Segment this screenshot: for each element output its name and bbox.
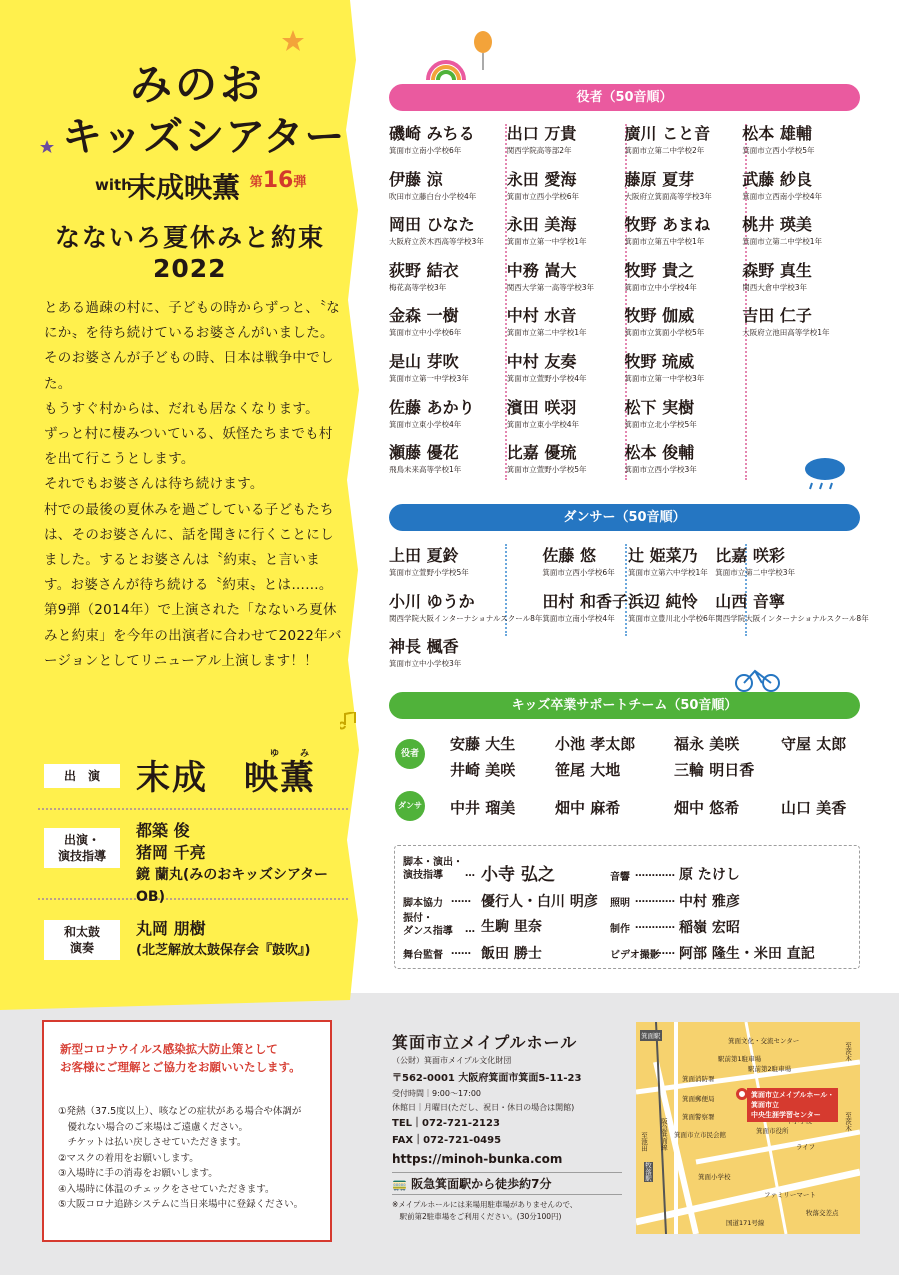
- cast-member: [389, 634, 542, 680]
- cast-member: [625, 167, 743, 213]
- cast-member: [507, 167, 625, 213]
- cast-school: 関西学院大阪インターナショナルスクール8年: [715, 613, 869, 623]
- cast-member: [507, 395, 625, 441]
- fax-value: 072-721-0495: [423, 1135, 502, 1146]
- cast-name: 伊藤 涼: [389, 169, 443, 189]
- venue-address: 〒562-0001 大阪府箕面市箕面5-11-23: [392, 1073, 582, 1084]
- credit-names: [136, 918, 310, 962]
- cast-school: 関西大学第一高等学校3年: [506, 282, 595, 292]
- title-line-2: キッズシアター: [62, 114, 346, 160]
- support-name: 守屋 太郎: [781, 735, 847, 753]
- staff-name: 原 たけし: [679, 867, 740, 883]
- map-label: 牧落駅: [644, 1162, 652, 1182]
- cast-member: [389, 543, 542, 589]
- cast-school: 箕面市立豊川北小学校6年: [628, 613, 716, 623]
- cast-member: [389, 258, 507, 304]
- venue-name: 箕面市立メイプルホール: [392, 1033, 578, 1052]
- cast-member: [625, 258, 743, 304]
- story-text: [44, 296, 344, 674]
- venue-url[interactable]: https://minoh-bunka.com: [392, 1152, 563, 1166]
- closed-label: 休館日: [392, 1103, 416, 1112]
- cast-school: 関西学院高等部2年: [506, 146, 572, 155]
- notice-item: ②マスクの着用をお願いします。: [58, 1152, 199, 1164]
- title-with: with: [95, 176, 132, 194]
- cast-name: 松本 俊輔: [624, 443, 695, 463]
- cast-school: 箕面市立北小学校5年: [624, 419, 697, 429]
- staff-box: [394, 845, 860, 969]
- cast-member: [389, 167, 507, 213]
- cast-school: 箕面市立萱野小学校5年: [506, 465, 587, 475]
- cast-name: 辻 姫菜乃: [628, 546, 698, 565]
- map-label: 阪急箕面線: [660, 1118, 668, 1151]
- cast-member: [742, 349, 860, 395]
- cast-name: 永田 愛海: [506, 169, 577, 189]
- cast-school: 箕面市立西南小学校4年: [742, 191, 823, 201]
- notice-list: [58, 1104, 330, 1213]
- cast-school: 箕面市立第二中学校1年: [742, 237, 823, 247]
- map-label: 至茨木: [844, 1112, 852, 1132]
- notice-item: チケットは払い戻しさせていただきます。: [58, 1137, 247, 1148]
- cast-name: 佐藤 あかり: [389, 397, 475, 417]
- cast-school: 箕面市立萱野小学校5年: [389, 568, 469, 577]
- support-dancers-badge: ダンサー: [395, 791, 425, 821]
- cast-member: [628, 543, 715, 589]
- map-label: 至茨木: [844, 1042, 852, 1062]
- support-name: 中井 瑠美: [450, 799, 516, 817]
- cast-school: 箕面市立中小学校4年: [624, 282, 697, 292]
- credit-ruby: ゆ み: [270, 749, 311, 759]
- cast-name: 桃井 瑛美: [742, 215, 812, 235]
- map-label: 箕面市立市民会館: [674, 1131, 726, 1139]
- cast-school: 箕面市立第一中学校3年: [624, 373, 705, 383]
- cast-name: [542, 634, 628, 636]
- cast-name: 森野 真生: [742, 260, 812, 280]
- title-line-1: みのお: [130, 60, 266, 109]
- cast-member: [542, 589, 628, 635]
- cast-member: [389, 349, 507, 395]
- cast-member: [742, 303, 860, 349]
- cast-school: 箕面市立西小学校5年: [742, 146, 815, 155]
- staff-dots: …………: [635, 894, 675, 905]
- venue-hours: 受付時間｜9:00～17:00: [392, 1089, 482, 1098]
- cast-member: [507, 121, 625, 167]
- map-label: 箕面文化・交流センター: [728, 1037, 800, 1045]
- access-text: 阪急箕面駅から徒歩約7分: [411, 1177, 552, 1191]
- cast-member: [389, 440, 507, 486]
- hours-value: 9:00～17:00: [432, 1089, 482, 1098]
- edition-suffix: 弾: [293, 174, 307, 190]
- cast-name: 田村 和香子: [542, 591, 628, 611]
- notice-item: ③入場時に手の消毒をお願いします。: [58, 1168, 218, 1179]
- map-label: 牧落交差点: [806, 1209, 839, 1217]
- cast-school: 梅花高等学校3年: [389, 282, 447, 292]
- cast-school: 大阪府立茨木西高等学校3年: [389, 237, 484, 247]
- cast-school: 箕面市立西小学校6年: [506, 191, 580, 201]
- staff-dots: …: [465, 868, 475, 879]
- support-name: 三輪 明日香: [674, 761, 755, 779]
- star-icon: [40, 140, 54, 154]
- cast-name: 中村 友奏: [506, 351, 577, 371]
- cast-school: 箕面市立箕面小学校5年: [624, 328, 705, 338]
- staff-name: 中村 雅彦: [679, 894, 740, 910]
- cast-name: 荻野 結衣: [389, 260, 459, 280]
- cast-school: 関西大倉中学校3年: [742, 282, 808, 292]
- venue-info: [392, 1030, 622, 1223]
- cast-member: [507, 258, 625, 304]
- story-paragraph: 第9弾（2014年）で上演された「なないろ夏休みと約束」を今年の出演者に合わせて2022年バージョンとしてリニューアル上演します！！: [44, 602, 342, 669]
- credit-name: 末成 映薫: [136, 758, 316, 798]
- cast-name: 松本 雄輔: [742, 124, 812, 143]
- hours-label: 受付時間: [392, 1089, 424, 1098]
- cast-member: [389, 121, 507, 167]
- venue-access: [392, 1172, 622, 1195]
- cast-member: [742, 121, 860, 167]
- train-icon: 🚃: [392, 1177, 412, 1191]
- dancers-grid: [389, 543, 869, 680]
- staff-role: 制作: [610, 924, 630, 935]
- story-paragraph: それでもお婆さんは待ち続けます。: [44, 476, 264, 493]
- cast-member: [715, 543, 868, 589]
- credit-name: (北芝解放太鼓保存会『鼓吹』): [136, 943, 311, 958]
- map-label: 国道171号線: [726, 1219, 765, 1227]
- staff-role: 振付・ ダンス指導: [403, 913, 453, 937]
- cast-name: 神長 楓香: [389, 637, 459, 657]
- cast-member: [625, 303, 743, 349]
- cast-member: [625, 121, 743, 167]
- cast-member: [389, 303, 507, 349]
- support-name: 福永 美咲: [674, 735, 740, 753]
- staff-name: 優行人・白川 明彦: [481, 894, 598, 910]
- map-label: 箕面警察署: [682, 1113, 715, 1121]
- cast-school: 箕面市立東小学校4年: [389, 419, 462, 429]
- cast-name: 松下 実樹: [624, 397, 695, 417]
- support-header: キッズ卒業サポートチーム（50音順）: [389, 692, 860, 719]
- venue-tel: TEL｜072-721-2123: [392, 1118, 500, 1129]
- star-icon: [282, 30, 304, 52]
- cast-school: 箕面市立西小学校3年: [624, 465, 697, 475]
- credit-name: 猪岡 千亮: [136, 843, 206, 862]
- map-label: ファミリーマート: [764, 1191, 816, 1199]
- cast-name: 出口 万貴: [506, 124, 577, 143]
- cast-school: 箕面市立第五中学校1年: [624, 237, 705, 247]
- staff-name: 小寺 弘之: [481, 865, 555, 885]
- balloon-icon: [472, 30, 494, 70]
- story-paragraph: ずっと村に棲みついている、妖怪たちまでも村を出て行こうとします。: [44, 426, 333, 468]
- map-label: 至池田: [640, 1132, 648, 1152]
- edition-prefix: 第: [249, 174, 263, 190]
- cast-member: [389, 589, 542, 635]
- credit-row-coach: [38, 818, 348, 905]
- venue-closed: 休館日｜月曜日(ただし、祝日・休日の場合は開館): [392, 1103, 575, 1112]
- support-name: 笹尾 大地: [555, 761, 621, 779]
- venue-org: （公財）箕面市メイプル文化財団: [392, 1056, 512, 1065]
- cast-name: [742, 440, 860, 442]
- map-label: 箕面市役所: [756, 1127, 789, 1135]
- cast-member: [389, 395, 507, 441]
- staff-role: ビデオ撮影: [610, 950, 660, 961]
- map-label: 箕面郵便局: [682, 1095, 715, 1103]
- cast-name: 廣川 こと音: [624, 124, 711, 143]
- map-label: 駅前第2駐車場: [748, 1065, 792, 1073]
- cast-name: 牧野 あまね: [624, 215, 711, 235]
- staff-name: 稲嶺 宏昭: [679, 920, 740, 936]
- staff-role: 照明: [610, 898, 630, 909]
- cast-name: 磯崎 みちる: [389, 124, 475, 143]
- support-name: 畑中 悠希: [674, 799, 740, 817]
- cast-name: 岡田 ひなた: [389, 215, 475, 235]
- cast-name: 比嘉 咲彩: [715, 546, 785, 565]
- credit-name: 都築 俊: [136, 821, 190, 840]
- cast-member: [507, 440, 625, 486]
- cast-name: 永田 美海: [506, 215, 577, 235]
- cast-name: 小川 ゆうか: [389, 591, 475, 611]
- cast-name: [742, 395, 860, 397]
- cast-name: 牧野 貴之: [624, 260, 695, 280]
- actors-grid: [389, 121, 860, 486]
- cast-name: 山西 音寧: [715, 591, 785, 611]
- cast-school: 箕面市立中小学校6年: [389, 328, 462, 338]
- cast-member: [742, 167, 860, 213]
- cast-name: 牧野 伽威: [624, 306, 695, 326]
- cast-name: 藤原 夏芽: [624, 169, 695, 189]
- cast-name: 是山 芽吹: [389, 351, 459, 371]
- cast-member: [715, 634, 868, 680]
- cast-school: 大阪府立箕面高等学校3年: [624, 191, 712, 201]
- notice-item: 優れない場合のご来場はご遠慮ください。: [58, 1121, 249, 1133]
- cast-member: [542, 543, 628, 589]
- cast-school: 箕面市立第二中学校1年: [506, 328, 587, 338]
- credit-label: 和太鼓 演奏: [44, 920, 120, 960]
- credit-name: 鏡 蘭丸(みのおキッズシアターOB): [136, 867, 329, 905]
- tel-value: 072-721-2123: [422, 1118, 500, 1129]
- notice-item: ④入場時に体温のチェックをさせていただきます。: [58, 1183, 275, 1195]
- cast-member: [628, 634, 715, 680]
- staff-role: 脚本協力: [403, 898, 443, 909]
- cast-school: 箕面市立西小学校6年: [542, 568, 615, 577]
- cast-member: [742, 212, 860, 258]
- cast-name: 吉田 仁子: [742, 306, 812, 326]
- staff-role: 脚本・演出・ 演技指導: [403, 857, 463, 881]
- cast-member: [625, 440, 743, 486]
- cast-member: [625, 349, 743, 395]
- cast-school: 関西学院大阪インターナショナルスクール8年: [389, 613, 543, 623]
- credit-name: 丸岡 朋樹: [136, 919, 206, 938]
- credit-label: 出 演: [44, 764, 120, 788]
- cast-name: 佐藤 悠: [542, 546, 596, 565]
- staff-dots: ……: [451, 946, 471, 957]
- support-name: 小池 孝太郎: [555, 735, 636, 753]
- title-person: 末成映薫: [128, 171, 241, 204]
- cast-name: 瀬藤 優花: [389, 443, 459, 463]
- cast-school: 箕面市立南小学校4年: [542, 613, 615, 623]
- cast-member: [507, 349, 625, 395]
- edition-badge: [250, 160, 306, 200]
- cast-school: 吹田市立藤白台小学校4年: [389, 191, 477, 201]
- staff-name: 阿部 隆生・米田 直記: [679, 946, 815, 962]
- cast-member: [625, 395, 743, 441]
- cast-school: 箕面市立第二中学校2年: [624, 146, 705, 155]
- cast-school: 飛鳥未来高等学校1年: [389, 465, 462, 475]
- support-name: 井崎 美咲: [450, 761, 516, 779]
- venue-note: ※メイプルホールには来場用駐車場がありませんので、 駅前第2駐車場をご利用ください。(30分100円): [392, 1200, 578, 1221]
- support-name: 山口 美香: [781, 799, 847, 817]
- cast-school: 箕面市立中小学校3年: [389, 659, 462, 669]
- story-paragraph: とある過疎の村に、子どもの時からずっと、〝なにか〟を待ち続けているお婆さんがいました。そのお婆さんが子どもの時、日本は戦争中でした。: [44, 300, 341, 392]
- cast-school: 箕面市立第一中学校3年: [389, 373, 469, 383]
- cast-name: 武藤 紗良: [742, 169, 812, 189]
- cast-school: 箕面市立第六中学校1年: [628, 568, 708, 577]
- tel-label: TEL: [392, 1118, 413, 1129]
- cast-member: [742, 258, 860, 304]
- story-paragraph: もうすぐ村からは、だれも居なくなります。: [44, 400, 319, 417]
- cast-school: 大阪府立池田高等学校1年: [742, 328, 830, 338]
- map-highlight: 箕面市立メイプルホール・ 箕面市立 中央生涯学習センター: [747, 1088, 838, 1122]
- story-paragraph: 村での最後の夏休みを過ごしている子どもたちは、そのお婆さんに、話を聞きに行くことにしました。するとお婆さんは〝約束〟と言います。お婆さんが待ち続ける〝約束〟とは……。: [44, 501, 334, 594]
- staff-dots: …: [465, 924, 475, 935]
- map-label: 箕面小学校: [698, 1173, 731, 1181]
- cast-name: 牧野 琉威: [624, 351, 695, 371]
- access-map: [636, 1022, 860, 1234]
- staff-name: 生駒 里奈: [481, 919, 542, 935]
- cast-name: 中務 嵩大: [506, 260, 577, 280]
- cast-name: 中村 水音: [506, 306, 577, 326]
- venue-fax: FAX｜072-721-0495: [392, 1135, 502, 1146]
- cast-member: [628, 589, 715, 635]
- cast-name: [742, 349, 860, 351]
- fax-label: FAX: [392, 1135, 414, 1146]
- cast-name: [715, 634, 868, 636]
- notice-item: ⑤大阪コロナ追跡システムに当日来場中に登録ください。: [58, 1199, 304, 1210]
- cast-school: 箕面市立第一中学校1年: [506, 237, 587, 247]
- closed-value: 月曜日(ただし、祝日・休日の場合は開館): [424, 1103, 575, 1112]
- cast-school: 箕面市立東小学校4年: [506, 419, 580, 429]
- actors-header: 役者（50音順）: [389, 84, 860, 111]
- staff-dots: …………: [635, 868, 675, 879]
- cast-name: 上田 夏鈴: [389, 546, 459, 565]
- credit-row-taiko: [38, 910, 348, 968]
- map-label: 箕面消防署: [682, 1075, 715, 1083]
- cast-member: [742, 395, 860, 441]
- cast-school: 箕面市立第二中学校3年: [715, 568, 796, 577]
- cast-member: [507, 212, 625, 258]
- cast-name: [628, 634, 715, 636]
- edition-number: 16: [262, 167, 294, 193]
- cast-member: [742, 440, 860, 486]
- support-name: 安藤 大生: [450, 735, 516, 753]
- staff-dots: ……: [655, 946, 675, 957]
- credit-row-performer: [38, 749, 348, 810]
- covid-notice: [42, 1020, 332, 1242]
- staff-dots: …………: [635, 920, 675, 931]
- rainbow-icon: [425, 52, 467, 80]
- map-label: 箕面駅: [641, 1032, 661, 1040]
- cast-name: 浜辺 純怜: [628, 591, 698, 611]
- staff-role: 音響: [610, 872, 630, 883]
- cast-name: 比嘉 優琉: [506, 443, 577, 463]
- cast-member: [542, 634, 628, 680]
- cast-member: [507, 303, 625, 349]
- year: 2022: [153, 254, 227, 283]
- music-note-icon: [340, 712, 358, 730]
- cast-school: 箕面市立南小学校6年: [389, 146, 462, 155]
- subtitle: なないろ夏休みと約束: [55, 223, 326, 252]
- cast-member: [715, 589, 868, 635]
- staff-dots: ……: [451, 894, 471, 905]
- notice-item: ①発熱（37.5度以上）、咳などの症状がある場合や体調が: [58, 1106, 302, 1117]
- staff-role: 舞台監督: [403, 950, 443, 961]
- support-name: 畑中 麻希: [555, 799, 621, 817]
- support-actors-badge: 役者: [395, 739, 425, 769]
- staff-name: 飯田 勝士: [481, 946, 542, 962]
- cast-name: 金森 一樹: [389, 306, 459, 326]
- credit-names: [136, 820, 348, 908]
- notice-heading: 新型コロナウイルス感染拡大防止策として お客様にご理解とご協力をお願いいたします。: [60, 1042, 301, 1074]
- map-label: ライフ: [796, 1143, 816, 1151]
- cast-school: 箕面市立萱野小学校4年: [506, 373, 587, 383]
- cast-name: 濱田 咲羽: [506, 397, 577, 417]
- dancers-header: ダンサー（50音順）: [389, 504, 860, 531]
- credit-label: 出演・ 演技指導: [44, 828, 120, 868]
- map-label: 駅前第1駐車場: [718, 1055, 762, 1063]
- cast-member: [625, 212, 743, 258]
- cast-member: [389, 212, 507, 258]
